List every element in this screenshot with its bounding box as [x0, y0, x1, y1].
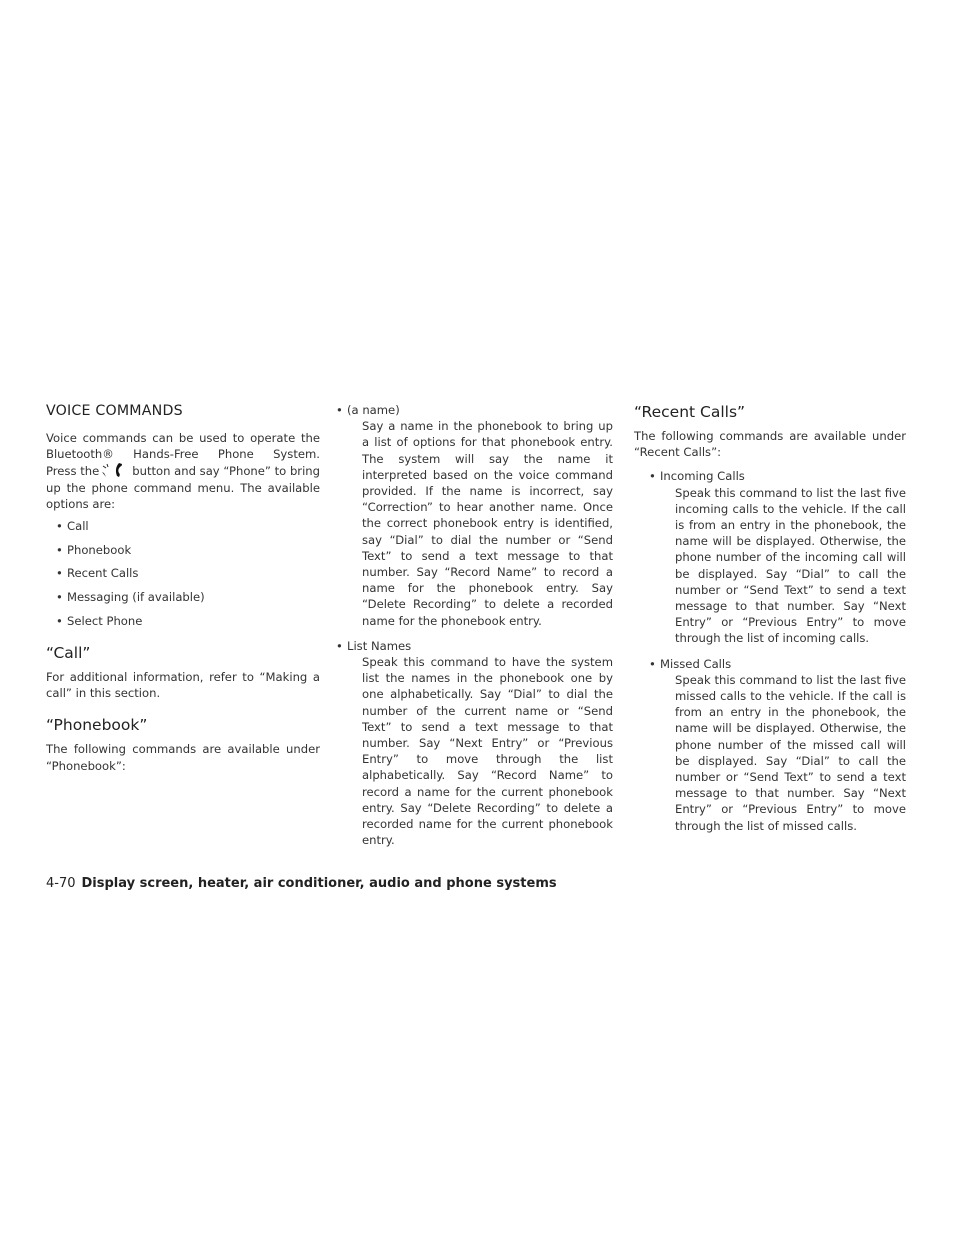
command-description: Speak this command to have the system list the names in the phonebook one by one alphabetically. Say “Dial” to dial the number of the current name or “Send Text” to send a text message to that number. Say “Next Entry” or “Previous Entry” to move through the list alphabetically. Say “Record Name” to record a name for the current phonebook entry. Say “Delete Recording” to delete a recorded name for the current phonebook entry.	[362, 655, 613, 848]
page-footer	[46, 876, 557, 891]
option-label: Phonebook	[67, 542, 132, 557]
list-item	[46, 518, 320, 534]
phonebook-heading: “Phonebook”	[46, 716, 148, 735]
list-item	[46, 542, 320, 558]
voice-commands-intro	[46, 430, 320, 512]
column-left	[46, 402, 320, 774]
command-description: Say a name in the phonebook to bring up a list of options for that phonebook entry. The system will say the name it interpreted based on the voice command provided. If the name is incorrect, say “Correction” to hear another name. Once the correct phonebook entry is identified, say “Dial” to dial the number or “Send Text” to send a text message to that number. Say “Record Name” to record a name for the phonebook entry. Say “Delete Recording” to delete a recorded name for the phonebook entry.	[362, 419, 613, 628]
phone-talk-icon	[100, 462, 128, 478]
recent-calls-commands-list	[644, 468, 906, 833]
bullet-icon: •	[56, 590, 63, 605]
command-title: (a name)	[347, 403, 400, 417]
press-after-text: button and say “Phone” to	[132, 464, 287, 479]
list-item	[331, 402, 613, 629]
call-text: For additional information, refer to “Making a call” in this section.	[46, 670, 320, 701]
page-number: 4-70	[46, 876, 76, 891]
phonebook-text: The following commands are available under “Phonebook”:	[46, 742, 320, 773]
column-middle	[331, 402, 613, 857]
voice-commands-heading: VOICE COMMANDS	[46, 403, 183, 419]
option-label: Select Phone	[67, 613, 143, 628]
voice-options-list	[46, 518, 320, 629]
list-item	[644, 656, 906, 834]
bullet-icon: •	[649, 656, 656, 671]
phonebook-commands-list	[331, 402, 613, 848]
call-heading: “Call”	[46, 644, 91, 663]
intro-text-2: bring up the phone command menu. The available options are:	[46, 464, 320, 511]
press-text: Press the	[46, 464, 100, 479]
intro-text-1: Voice commands can be used to operate the Bluetooth® Hands-Free Phone System.	[46, 431, 320, 462]
list-item	[46, 613, 320, 629]
list-item	[46, 589, 320, 605]
option-label: Messaging (if available)	[67, 590, 205, 605]
command-description: Speak this command to list the last five missed calls to the vehicle. If the call is from an entry in the phonebook, the name will be displayed. Otherwise, the phone number of the missed call will be displayed. Say “Dial” to call the number or “Send Text” to send a text message to that number. Say “Next Entry” or “Previous Entry” to move through the list of missed calls.	[675, 672, 906, 833]
list-item	[46, 565, 320, 581]
command-description: Speak this command to list the last five incoming calls to the vehicle. If the call is from an entry in the phonebook, the name will be displayed. Otherwise, the phone number of the incoming call will be displayed. Say “Dial” to call the number or “Send Text” to send a text message to that number. Say “Next Entry” or “Previous Entry” to move through the list of incoming calls.	[675, 485, 906, 646]
bullet-icon: •	[56, 566, 63, 581]
chapter-title: Display screen, heater, air conditioner, audio and phone systems	[81, 876, 557, 891]
bullet-icon: •	[56, 613, 63, 628]
option-label: Recent Calls	[67, 566, 139, 581]
recent-calls-heading: “Recent Calls”	[634, 403, 746, 421]
bullet-icon: •	[336, 638, 343, 653]
column-right	[634, 402, 906, 843]
command-title: Incoming Calls	[660, 469, 745, 484]
bullet-icon: •	[649, 469, 656, 484]
command-title: Missed Calls	[660, 656, 732, 671]
bullet-icon: •	[56, 542, 63, 557]
bullet-icon: •	[56, 519, 63, 534]
bullet-icon: •	[336, 403, 343, 417]
press-line	[46, 464, 286, 478]
recent-calls-intro: The following commands are available under “Recent Calls”:	[634, 429, 906, 460]
list-item	[331, 638, 613, 849]
list-item	[644, 468, 906, 646]
option-label: Call	[67, 519, 89, 534]
command-title: List Names	[347, 638, 412, 653]
